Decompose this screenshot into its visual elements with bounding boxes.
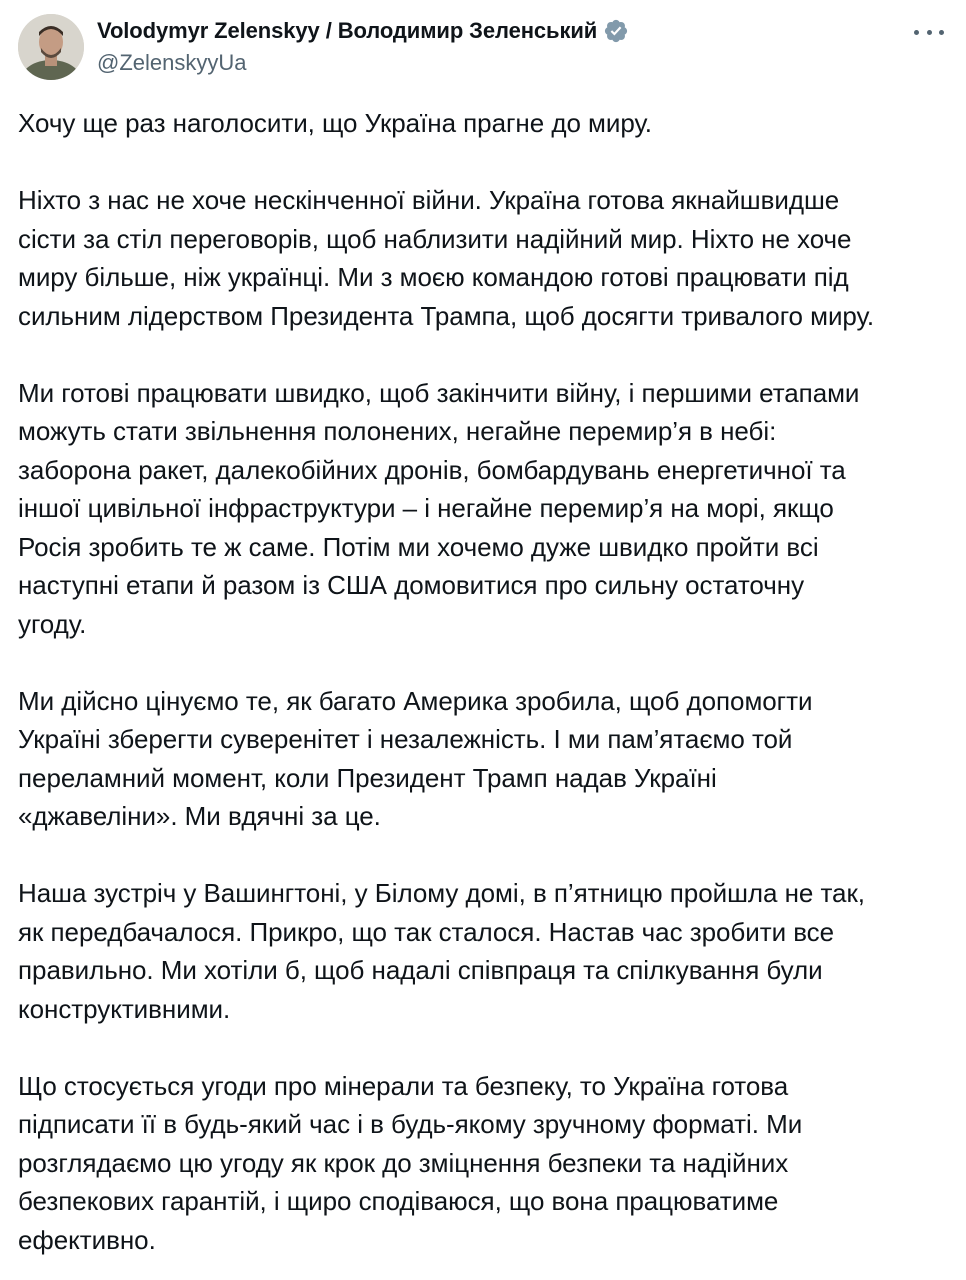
display-name[interactable]: Volodymyr Zelenskyy / Володимир Зеленський	[97, 18, 598, 43]
more-dot	[914, 30, 919, 35]
display-name-row	[97, 16, 629, 46]
avatar[interactable]	[18, 14, 84, 80]
tweet-paragraph: Ніхто з нас не хоче нескінченної війни. Україна готова якнайшвидше сісти за стіл переговорів, щоб наблизити надійний мир. Ніхто не хоче миру більше, ніж українці. Ми з моєю командою готові працювати під сильним лідерством Президента Трампа, щоб досягти тривалого миру.	[18, 185, 875, 331]
tweet-paragraph: Хочу ще раз наголосити, що Україна прагне до миру.	[18, 108, 652, 138]
author-handle[interactable]: @ZelenskyyUa	[97, 50, 247, 75]
more-dot	[939, 30, 944, 35]
tweet-paragraph: Ми дійсно цінуємо те, як багато Америка зробила, щоб допомогти Україні зберегти суверенітет і незалежність. І ми пам’ятаємо той переламний момент, коли Президент Трамп надав Україні «джавеліни». Ми вдячні за це.	[18, 685, 813, 831]
author-names	[97, 16, 629, 76]
tweet-header	[18, 14, 948, 82]
avatar-image	[18, 14, 84, 80]
tweet-paragraph: Ми готові працювати швидко, щоб закінчити війну, і першими етапами можуть стати звільнення полонених, негайне перемир’я в небі: заборона ракет, далекобійних дронів, бомбардувань енергетичної та іншої цивільної інфраструктури – і негайне перемир’я на морі, якщо Росія зробить те ж саме. Потім ми хочемо дуже швидко пройти всі наступні етапи й разом із США домовитися про сильну остаточну угоду.	[18, 377, 860, 639]
more-dot	[927, 30, 932, 35]
tweet-paragraph: Що стосується угоди про мінерали та безпеку, то Україна готова підписати її в будь-який час і в будь-якому зручному форматі. Ми розглядаємо цю угоду як крок до зміцнення безпеки та надійних безпекових гарантій, і щиро сподіваюся, що вона працюватиме ефективно.	[18, 1070, 803, 1255]
verified-badge-icon[interactable]	[603, 18, 629, 44]
more-options-icon[interactable]	[914, 22, 944, 42]
tweet-text	[18, 104, 953, 1259]
tweet-paragraph: Наша зустріч у Вашингтоні, у Білому домі, в п’ятницю пройшла не так, як передбачалося. Прикро, що так сталося. Настав час зробити все правильно. Ми хотіли б, щоб надалі співпраця та спілкування були конструктивними.	[18, 878, 865, 1024]
